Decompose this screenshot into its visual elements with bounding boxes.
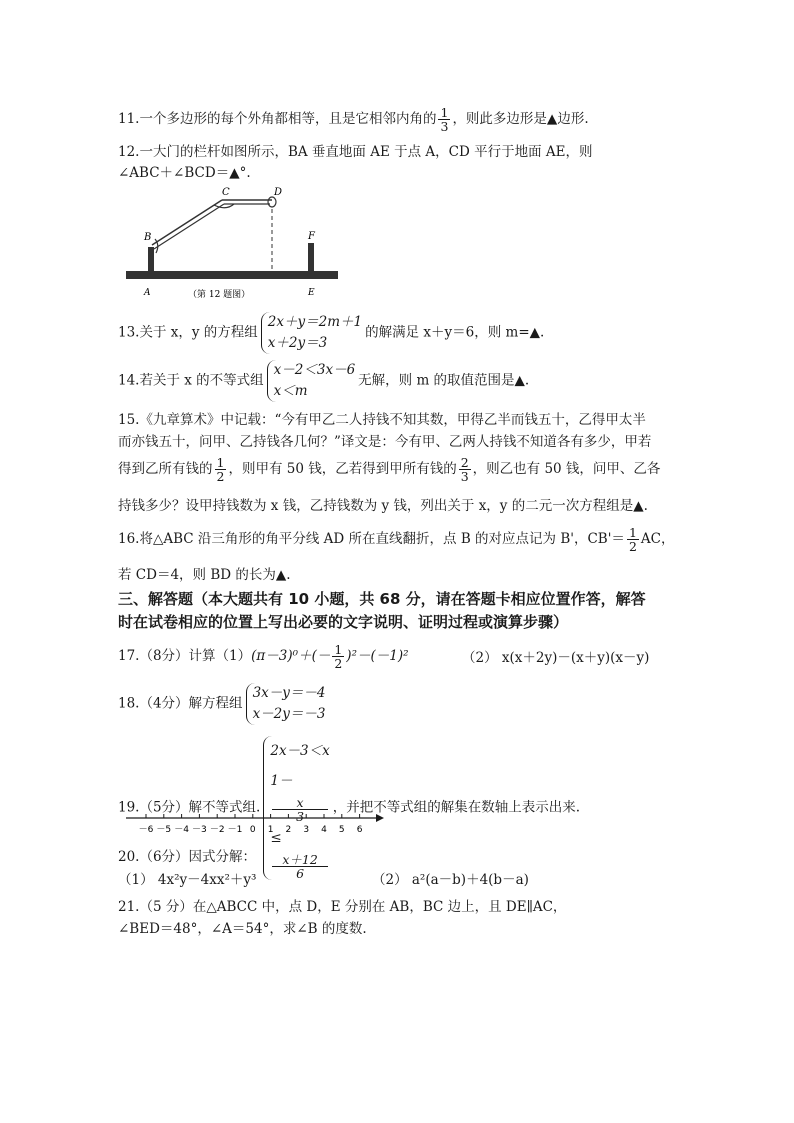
question-17-part2: （2） x(x＋2y)－(x＋y)(x－y) (462, 650, 650, 666)
tick-label: 6 (356, 825, 363, 835)
label-c: C (222, 187, 230, 198)
inequality-system: 2x－3＜x 1－ x 3 ≤ x＋12 6 (263, 736, 329, 880)
tick-label: －2 (209, 825, 225, 835)
figure-caption: （第 12 题图） (188, 290, 251, 300)
tick-label: 3 (303, 825, 310, 835)
bar-bc (152, 200, 222, 245)
tick-label: 4 (321, 825, 327, 835)
section-heading-line1: 三、解答题（本大题共有 10 小题，共 68 分，请在答题卡相应位置作答，解答 (118, 590, 646, 608)
question-15-line2: 而亦钱五十，问甲、乙持钱各几何？”译文是：今有甲、乙两人持钱不知道各有多少，甲若 (118, 434, 652, 450)
arrow-icon (376, 814, 384, 822)
question-19: 19.（5分）解不等式组. 2x－3＜x 1－ x 3 ≤ x＋12 6 ，并把不等式组的解集在数轴上表示出来. (118, 736, 580, 880)
inequality-system: x－2＜3x－6 x＜m (267, 360, 356, 402)
tick-label: 0 (249, 825, 256, 835)
question-15-line4: 持钱多少？设甲持钱数为 x 钱，乙持钱数为 y 钱，列出关于 x，y 的二元一次方程组是▲. (118, 498, 648, 514)
tick-label: －6 (138, 825, 154, 835)
tick-label: －4 (174, 825, 189, 835)
question-20-part2: （2） a²(a－b)＋4(b－a) (372, 872, 529, 888)
question-20-part1: （1） 4x²y－4xx²＋y³ (118, 872, 257, 888)
question-12-line1: 12.一大门的栏杆如图所示，BA 垂直地面 AE 于点 A，CD 平行于地面 AE，则 (118, 144, 593, 160)
label-f: F (308, 231, 315, 242)
label-e: E (308, 288, 315, 298)
question-15-line3: 得到乙所有钱的 $\frac{1}{2}$ ，则甲有 50 钱，乙若得到甲所有钱的 $\frac{2}{3}$ ，则乙也有 50 钱，问甲、乙各 (118, 455, 661, 484)
tick-label: －1 (227, 825, 243, 835)
gate-figure (118, 183, 348, 305)
tick-label: 5 (338, 825, 345, 835)
question-18: 18.（4分）解方程组 3x－y＝－4 x－2y＝－3 (118, 683, 328, 725)
question-13: 13.关于 x，y 的方程组 2x＋y＝2m＋1 x＋2y＝3 的解满足 x＋y＝6，则 m=▲. (118, 312, 544, 354)
question-16-line2: 若 CD＝4，则 BD 的长为▲. (118, 567, 291, 583)
question-20-title: 20.（6分）因式分解： (118, 849, 257, 865)
question-21-line1: 21.（5 分）在△ABCC 中，点 D，E 分别在 AB，BC 边上，且 DE∥AC， (118, 899, 567, 915)
question-15-line1: 15.《九章算术》中记载：“今有甲乙二人持钱不知其数，甲得乙半而钱五十，乙得甲太半 (118, 412, 646, 428)
question-16-line1: 16.将△ABC 沿三角形的角平分线 AD 所在直线翻折，点 B 的对应点记为 B'，CB'＝ $\frac{1}{2}$ AC， (118, 525, 675, 554)
question-12-line2: ∠ABC＋∠BCD＝▲°. (118, 165, 251, 181)
question-11: 11.一个多边形的每个外角都相等，且是它相邻内角的 $\frac{1}{3}$ ，则此多边形是▲边形. (118, 105, 589, 134)
label-b: B (144, 232, 152, 243)
number-line (124, 810, 390, 838)
section-heading-line2: 时在试卷相应的位置上写出必要的文字说明、证明过程或演算步骤） (118, 613, 569, 631)
tick-label: 2 (285, 825, 292, 835)
question-14: 14.若关于 x 的不等式组 x－2＜3x－6 x＜m 无解，则 m 的取值范围是▲. (118, 360, 529, 402)
question-17: 17.（8分）计算（1）(π－3)⁰＋(－ $\frac{1}{2}$ )²－(－1)² (118, 642, 409, 671)
fraction: $\frac{1}{3}$ (440, 105, 449, 134)
equation-system: 2x＋y＝2m＋1 x＋2y＝3 (261, 312, 362, 354)
tick-label: －5 (156, 825, 172, 835)
bar-bc-2 (154, 204, 224, 249)
tick-label: －3 (192, 825, 207, 835)
question-21-line2: ∠BED＝48°，∠A＝54°，求∠B 的度数. (118, 921, 367, 937)
ground (126, 271, 338, 279)
tick-label: 1 (267, 825, 274, 835)
label-d: D (274, 187, 283, 198)
label-a: A (144, 288, 151, 298)
equation-system: 3x－y＝－4 x－2y＝－3 (246, 683, 326, 725)
